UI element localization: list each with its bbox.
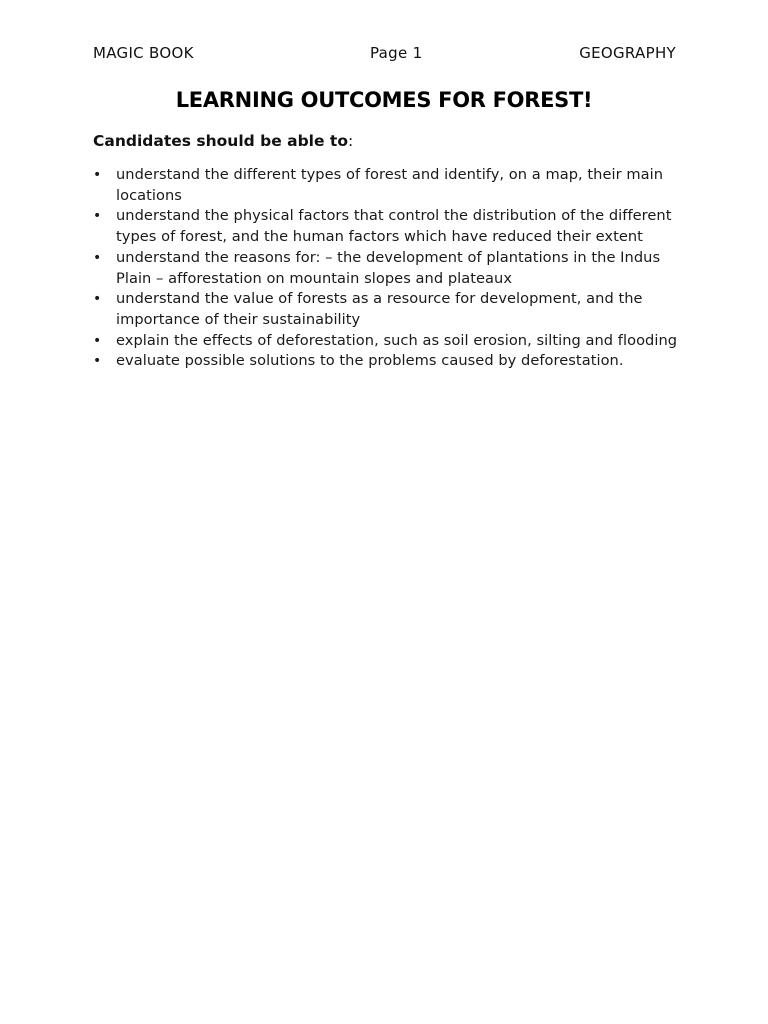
page-header (93, 44, 676, 66)
learning-outcomes-list (93, 165, 683, 372)
bullet-icon: • (93, 167, 102, 183)
header-subject: GEOGRAPHY (579, 44, 676, 62)
list-item-text: explain the effects of deforestation, such as soil erosion, silting and flooding (116, 331, 678, 349)
page-title: LEARNING OUTCOMES FOR FOREST! (175, 88, 593, 112)
bullet-icon: • (93, 208, 102, 225)
list-item-text: understand the value of forests as a resource for development, and the importance of their sustainability (116, 290, 643, 328)
bullet-icon: • (93, 291, 102, 308)
list-item (93, 165, 683, 206)
list-item (93, 351, 683, 372)
header-page-number: Page 1 (370, 44, 423, 62)
intro-heading (93, 132, 353, 150)
list-item-text: evaluate possible solutions to the problems caused by deforestation. (116, 352, 624, 370)
bullet-icon: • (93, 249, 102, 266)
list-item-text: understand the physical factors that control the distribution of the different types of forest, and the human factors which have reduced their extent (116, 207, 672, 246)
header-book-title: MAGIC BOOK (93, 44, 194, 62)
list-item-text: understand the reasons for: – the development of plantations in the Indus Plain – afforestation on mountain slopes and plateaux (116, 248, 661, 287)
list-item (93, 331, 683, 352)
list-item (93, 289, 683, 330)
bullet-icon: • (93, 353, 102, 370)
list-item (93, 248, 683, 289)
intro-text: Candidates should be able to (93, 132, 348, 150)
list-item (93, 206, 683, 247)
intro-colon: : (347, 132, 354, 150)
list-item-text: understand the different types of forest and identify, on a map, their main locations (116, 166, 663, 204)
bullet-icon: • (93, 332, 102, 349)
